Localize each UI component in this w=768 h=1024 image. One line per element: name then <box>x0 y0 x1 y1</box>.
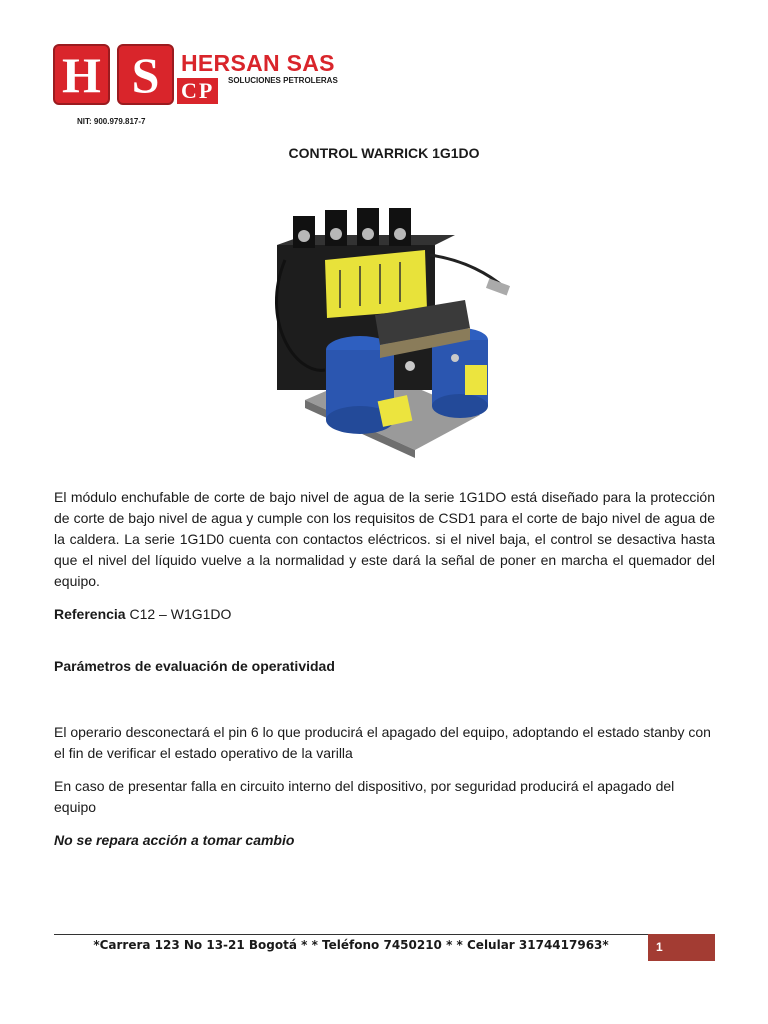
logo-cp: CP <box>177 78 218 104</box>
company-name: HERSAN SAS <box>181 50 335 76</box>
product-photo <box>265 200 515 465</box>
page-number-badge: 1 <box>648 934 715 961</box>
operation-paragraph: El operario desconectará el pin 6 lo que producirá el apagado del equipo, adoptando el estado stanby con el fin de verificar el estado operativo de la varilla <box>54 724 711 761</box>
company-logo <box>53 44 343 110</box>
reference-label: Referencia <box>54 606 126 622</box>
company-nit: NIT: 900.979.817-7 <box>77 117 146 126</box>
logo-letter-h: H <box>53 44 110 105</box>
logo-letter-s: S <box>117 44 174 105</box>
failure-paragraph: En caso de presentar falla en circuito interno del dispositivo, por seguridad producirá el apagado del equipo <box>54 778 675 815</box>
section-heading: Parámetros de evaluación de operatividad <box>54 658 335 674</box>
footer-contact: *Carrera 123 No 13-21 Bogotá * * Teléfono 7450210 * * Celular 3174417963* <box>93 938 609 952</box>
reference-value: C12 – W1G1DO <box>125 606 232 622</box>
document-title: CONTROL WARRICK 1G1DO <box>288 145 480 161</box>
company-tagline: SOLUCIONES PETROLERAS <box>228 76 338 85</box>
product-description: El módulo enchufable de corte de bajo nivel de agua de la serie 1G1DO está diseñado para la protección de corte de bajo nivel de agua y cumple con los requisitos de CSD1 para el corte de bajo nivel de agua de la caldera. La serie 1G1D0 cuenta con contactos eléctricos. si el nivel baja, el control se desactiva hasta que el nivel del líquido vuelve a la normalidad y este dará la señal de poner en marcha el quemador del equipo. <box>54 489 715 589</box>
note-line: No se repara acción a tomar cambio <box>54 832 295 848</box>
footer-divider <box>54 934 648 935</box>
reference-line <box>54 604 715 625</box>
